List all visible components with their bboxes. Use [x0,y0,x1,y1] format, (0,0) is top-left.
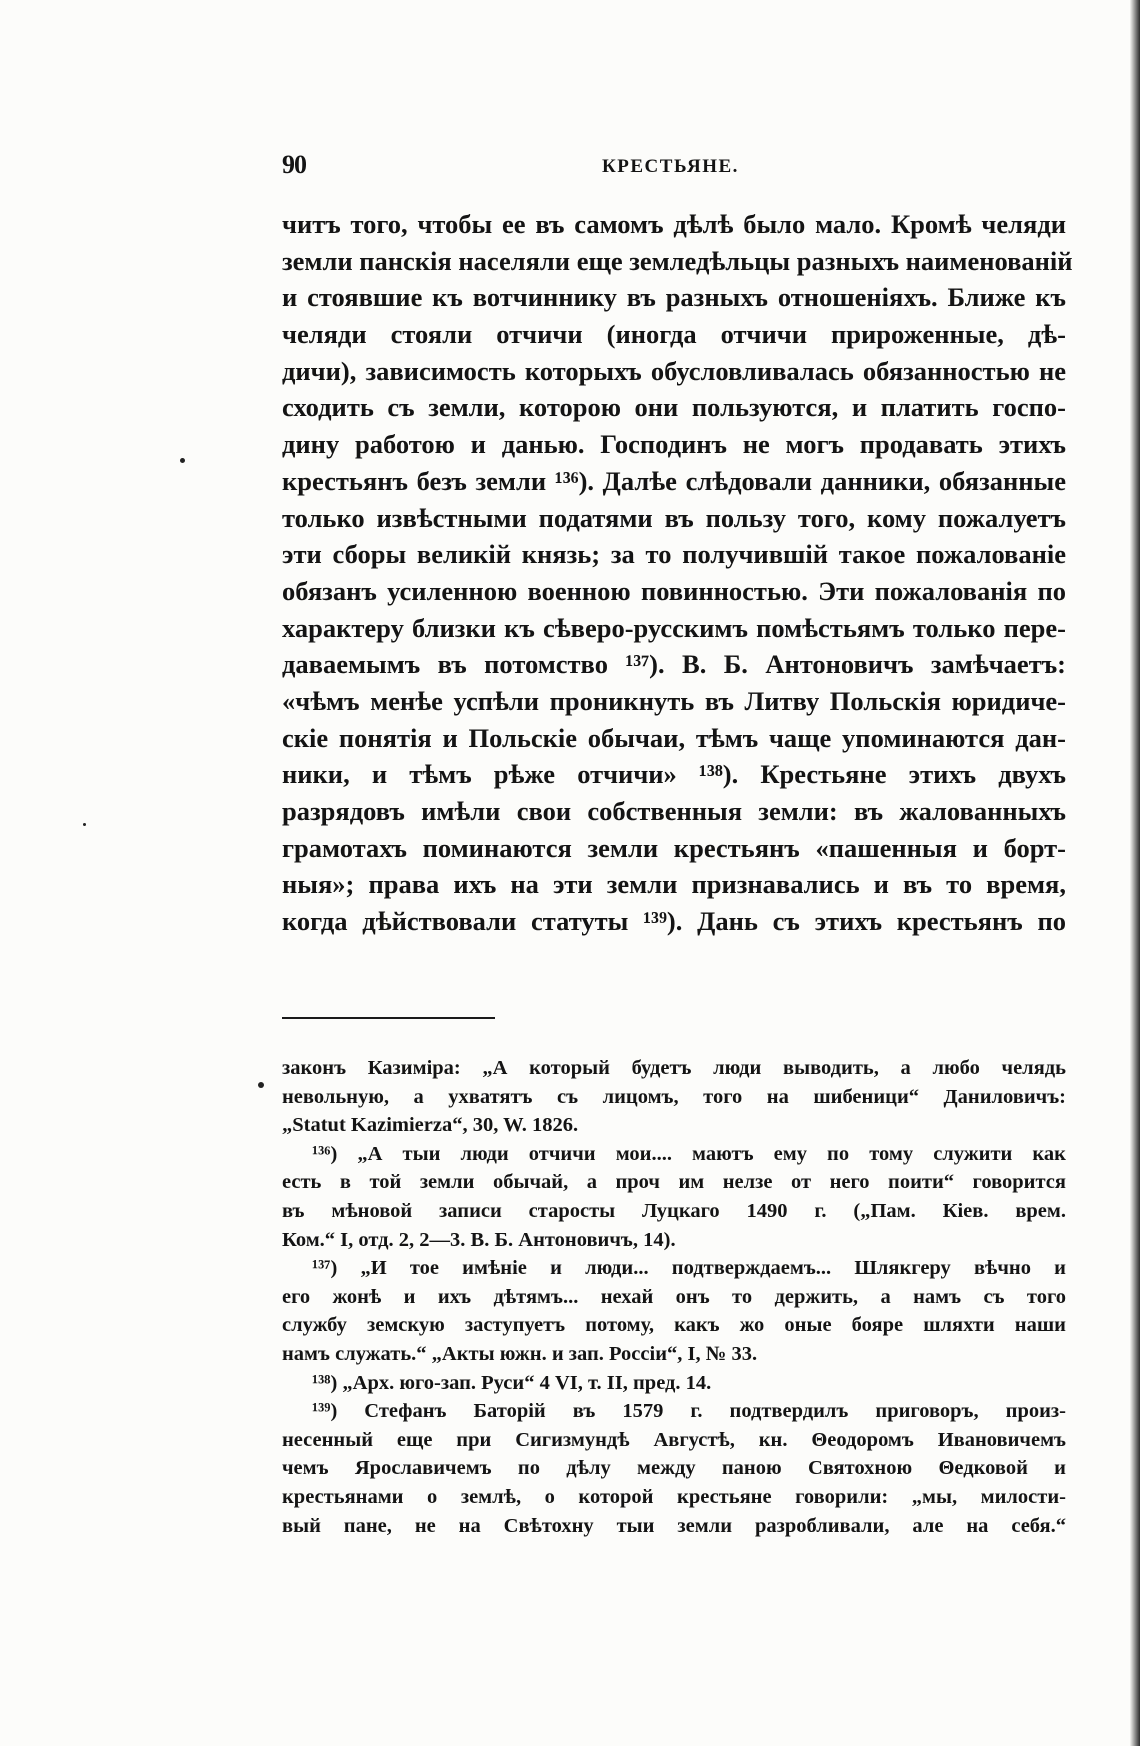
text-line: когда дѣйствовали статуты ¹³⁹). Дань съ этихъ крестьянъ по [282,906,1066,937]
scan-speck [83,823,86,826]
text-line: грамотахъ поминаются земли крестьянъ «пашенныя и борт- [282,832,1066,863]
text-line: разрядовъ имѣли свои собственныя земли: въ жалованныхъ [282,796,1066,826]
text-line: читъ того, чтобы ее въ самомъ дѣлѣ было мало. Кромѣ челяди [282,209,1066,239]
footnote-line: невольную, а ухватятъ съ лицомъ, того на шибеници“ Даниловичъ: [282,1085,1066,1108]
main-text [282,206,1073,940]
text-line: эти сборы великій князь; за то получившій такое пожалованіе [282,539,1066,570]
text-line: дичи), зависимость которыхъ обусловливалась обязанностью не [282,355,1066,386]
scan-speck [180,458,185,463]
text-line: скіе понятія и Польскіе обычаи, тѣмъ чаще упоминаются дан- [282,722,1066,753]
text-line: «чѣмъ менѣе успѣли проникнуть въ Литву Польскія юридиче- [282,685,1066,716]
footnote-line: намъ служать.“ „Акты южн. и зап. Россіи“, I, № 33. [282,1342,758,1365]
footnote-line: Ком.“ I, отд. 2, 2—3. В. Б. Антоновичъ, 14). [282,1228,676,1251]
text-line: земли панскія населяли еще земледѣльцы разныхъ наименованій [282,245,1073,276]
footnote-divider [282,1017,495,1019]
text-line: сходить съ земли, которою они пользуются, и платить госпо- [282,392,1066,423]
text-line: дину работою и данью. Господинъ не могъ продавать этихъ [282,429,1066,460]
footnote-line: „Statut Kazimierza“, 30, W. 1826. [282,1114,579,1137]
text-line: челяди стояли отчичи (иногда отчичи прироженные, дѣ- [282,319,1066,350]
footnote-line: несенный еще при Сигизмундѣ Августѣ, кн. Θеодоромъ Ивановичемъ [282,1428,1066,1451]
text-line: только извѣстными податями въ пользу того, кому пожалуетъ [282,502,1066,533]
text-line: крестьянъ безъ земли ¹³⁶). Далѣе слѣдовали данники, обязанные [282,465,1066,496]
page-header [282,150,1060,190]
footnotes [282,1054,1066,1540]
footnote-line: въ мѣновой записи старосты Луцкаго 1490 г. („Пам. Кіев. врем. [282,1199,1066,1222]
page-number: 90 [282,150,306,179]
text-line: ники, и тѣмъ рѣже отчичи» ¹³⁸). Крестьяне этихъ двухъ [282,759,1066,790]
footnote-line: службу земскую заступуетъ потому, какъ жо оные бояре шляхти наши [282,1314,1066,1337]
text-line: ныя»; права ихъ на эти земли признавались и въ то время, [282,869,1066,900]
footnote-line: его жонѣ и ихъ дѣтямъ... нехай онъ то держить, а намъ съ того [282,1285,1066,1308]
footnote-line: крестьянами о землѣ, о которой крестьяне говорили: „мы, милости- [282,1485,1066,1508]
scan-speck [258,1082,264,1088]
footnote-136: ¹³⁶) „А тыи люди отчичи мои.... маютъ ему по тому служити как [312,1142,1066,1165]
text-line: характеру близки къ сѣверо-русскимъ помѣстьямъ только пере- [282,612,1066,643]
footnote-line: вый пане, не на Свѣтохну тыи земли разробливали, але на себя.“ [282,1514,1066,1537]
footnote-line: законъ Казиміра: „А который будетъ люди выводить, а любо челядь [282,1057,1066,1079]
footnote-138: ¹³⁸) „Арх. юго-зап. Руси“ 4 VI, т. II, пред. 14. [312,1371,712,1394]
footnote-139: ¹³⁹) Стефанъ Баторій въ 1579 г. подтвердилъ приговоръ, произ- [312,1400,1066,1423]
text-line: и стоявшие къ вотчиннику въ разныхъ отношеніяхъ. Ближе къ [282,282,1066,313]
footnote-137: ¹³⁷) „И тое имѣніе и люди... подтверждаемъ... Шлякгеру вѣчно и [312,1257,1066,1280]
footnote-line: чемъ Ярославичемъ по дѣлу между паною Святохною Θедковой и [282,1457,1066,1480]
footnote-line: есть в той земли обычай, а проч им нелзе от него поити“ говорится [282,1171,1066,1194]
page-edge-shadow [1130,0,1140,1746]
running-title: КРЕСТЬЯНЕ. [602,156,739,177]
text-line: даваемымъ въ потомство ¹³⁷). В. Б. Антоновичъ замѣчаетъ: [282,649,1066,680]
text-line: обязанъ усиленною военною повинностью. Эти пожалованія по [282,575,1066,606]
